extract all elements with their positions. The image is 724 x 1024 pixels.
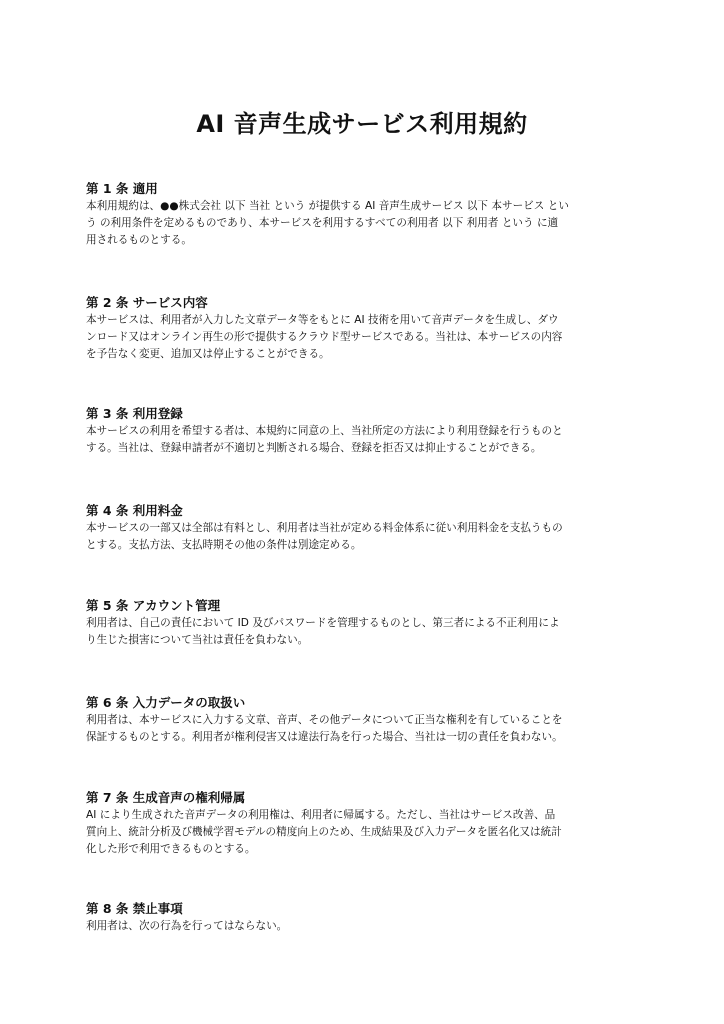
article-7 (86, 789, 646, 858)
article-heading: 第 8 条 禁止事項 (86, 901, 183, 916)
article-text-line: とする。支払方法、支払時期その他の条件は別途定める。 (86, 539, 362, 551)
article-text-line: う の利用条件を定めるものであり、本サービスを利用するすべての利用者 以下 利用者 という に適 (86, 217, 559, 229)
article-text-line: を予告なく変更、追加又は停止することができる。 (86, 348, 330, 360)
article-6 (86, 694, 646, 746)
article-5 (86, 597, 646, 649)
article-heading: 第 7 条 生成音声の権利帰属 (86, 790, 246, 805)
article-text-line: 本サービスの一部又は全部は有料とし、利用者は当社が定める料金体系に従い利用料金を支払うもの (86, 522, 563, 534)
article-text-line: 利用者は、本サービスに入力する文章、音声、その他データについて正当な権利を有していることを (86, 714, 563, 726)
article-text-line: 利用者は、自己の責任において ID 及びパスワードを管理するものとし、第三者による不正利用によ (86, 617, 560, 629)
article-1 (86, 180, 646, 249)
article-heading: 第 6 条 入力データの取扱い (86, 695, 246, 710)
article-heading: 第 3 条 利用登録 (86, 406, 183, 421)
article-4 (86, 502, 646, 554)
article-8 (86, 900, 646, 935)
article-heading: 第 2 条 サービス内容 (86, 295, 208, 310)
article-text-line: 化した形で利用できるものとする。 (86, 843, 256, 855)
article-3 (86, 405, 646, 457)
article-text-line: 質向上、統計分析及び機械学習モデルの精度向上のため、生成結果及び入力データを匿名化又は統計 (86, 826, 562, 838)
article-heading: 第 4 条 利用料金 (86, 503, 183, 518)
article-text-line: する。当社は、登録申請者が不適切と判断される場合、登録を拒否又は抑止することができる。 (86, 442, 542, 454)
article-text-line: AI により生成された音声データの利用権は、利用者に帰属する。ただし、当社はサービス改善、品 (86, 809, 556, 821)
article-heading: 第 1 条 適用 (86, 181, 158, 196)
article-text-line: 利用者は、次の行為を行ってはならない。 (86, 920, 288, 932)
article-2 (86, 294, 646, 363)
article-heading: 第 5 条 アカウント管理 (86, 598, 221, 613)
article-text-line: 本サービスは、利用者が入力した文章データ等をもとに AI 技術を用いて音声データを生成し、ダウ (86, 314, 559, 326)
article-text-line: 用されるものとする。 (86, 234, 192, 246)
article-text-line: ンロード又はオンライン再生の形で提供するクラウド型サービスである。当社は、本サービスの内容 (86, 331, 563, 343)
article-text-line: 本サービスの利用を希望する者は、本規約に同意の上、当社所定の方法により利用登録を行うものと (86, 425, 563, 437)
document-title: AI 音声生成サービス利用規約 (196, 110, 528, 138)
article-text-line: り生じた損害について当社は責任を負わない。 (86, 634, 309, 646)
article-text-line: 本利用規約は、●●株式会社 以下 当社 という が提供する AI 音声生成サービス 以下 本サービス とい (86, 200, 569, 212)
article-text-line: 保証するものとする。利用者が権利侵害又は違法行為を行った場合、当社は一切の責任を負わない。 (86, 731, 563, 743)
